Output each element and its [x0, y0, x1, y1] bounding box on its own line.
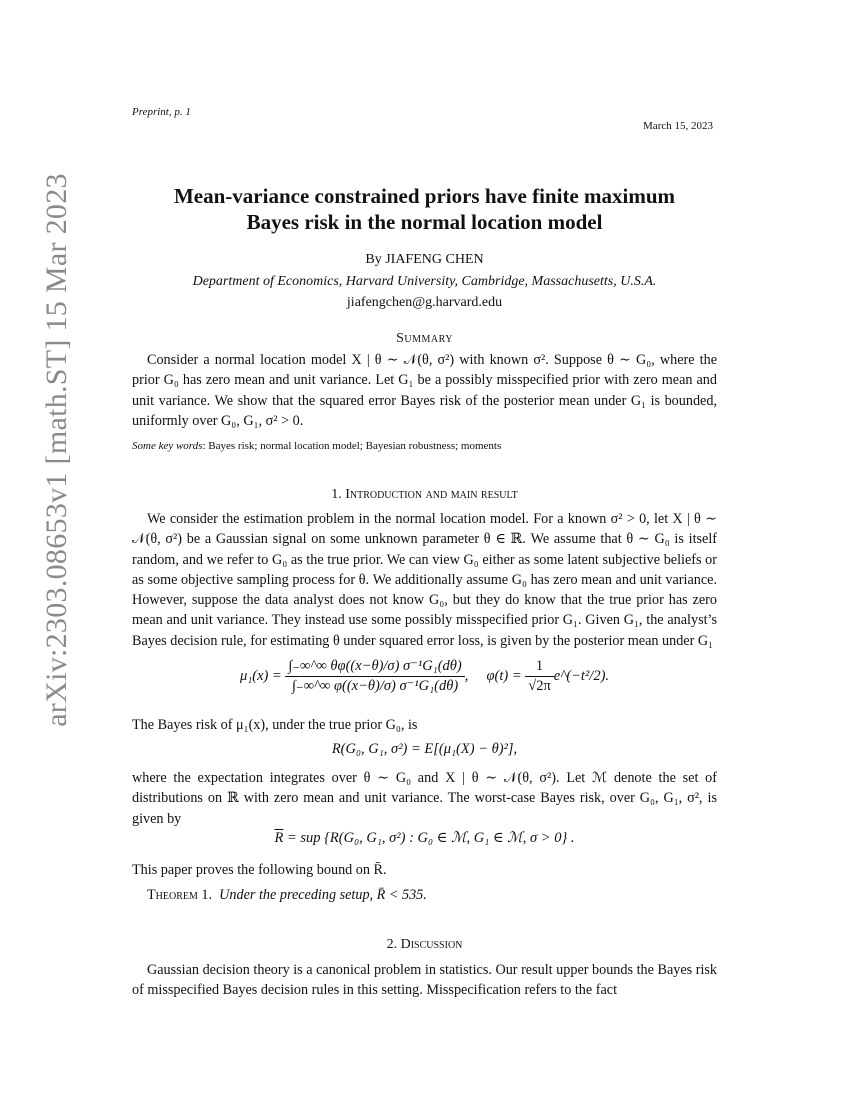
- eq1-lhs: μ₁(x) =: [239, 667, 282, 684]
- paper-title: [132, 183, 717, 235]
- phi-numerator: 1: [525, 658, 554, 677]
- title-line-2: Bayes risk in the normal location model: [246, 210, 603, 234]
- keywords: [132, 440, 717, 452]
- equation-posterior-mean: [132, 658, 717, 695]
- theorem-1: [147, 887, 427, 904]
- author: By JIAFENG CHEN: [365, 252, 484, 267]
- section-2-paragraph-1: Gaussian decision theory is a canonical problem in statistics. Our result upper bounds the Bayes risk of misspecified Bayes decision rules in this setting. Misspecification refers to the fact: [132, 962, 717, 999]
- phi-tail: e^(−t²/2).: [553, 667, 610, 684]
- section-1-paragraph-2: The Bayes risk of μ₁(x), under the true prior G₀, is: [132, 717, 418, 733]
- keywords-label: Some key words: [132, 440, 203, 452]
- keywords-text: : Bayes risk; normal location model; Bayesian robustness; moments: [202, 440, 502, 452]
- summary-heading: Summary: [396, 331, 453, 346]
- eq1-sep: ,: [464, 667, 469, 684]
- r-bar: $\overline{R}$: [274, 830, 284, 846]
- theorem-label: Theorem 1.: [147, 887, 213, 903]
- phi-fraction: [525, 658, 554, 695]
- equation-bayes-risk: R(G₀, G₁, σ²) = E[(μ₁(X) − θ)²],: [331, 741, 518, 757]
- eq3-rest: = sup {R(G₀, G₁, σ²) : G₀ ∈ ℳ, G₁ ∈ ℳ, σ > 0} .: [283, 830, 575, 846]
- section-1-heading: 1. Introduction and main result: [331, 487, 518, 502]
- title-line-1: Mean-variance constrained priors have finite maximum: [173, 184, 676, 208]
- summary-text: Consider a normal location model X | θ ∼ 𝒩(θ, σ²) with known σ². Suppose θ ∼ G₀, where the prior G₀ has zero mean and unit variance. Let G₁ be a possibly misspecified prior with zero mean and unit variance. We show that the squared error Bayes risk of the posterior mean under G₁ is bounded, uniformly over G₀, G₁, σ² > 0.: [132, 352, 717, 429]
- eq1-numerator: ∫₋∞^∞ θφ((x−θ)/σ) σ⁻¹G₁(dθ): [285, 658, 464, 677]
- affiliation: Department of Economics, Harvard University, Cambridge, Massachusetts, U.S.A.: [192, 274, 657, 289]
- theorem-text: Under the preceding setup, R̄ < 535.: [219, 887, 427, 903]
- eq1-denominator: ∫₋∞^∞ φ((x−θ)/σ) σ⁻¹G₁(dθ): [291, 678, 459, 694]
- date-label: March 15, 2023: [643, 120, 713, 132]
- eq1-fraction: [285, 658, 464, 695]
- phi-denominator: √2π: [528, 678, 551, 694]
- section-1-paragraph-3: where the expectation integrates over θ ∼ G₀ and X | θ ∼ 𝒩(θ, σ²). Let ℳ denote the set of distributions on ℝ with zero mean and unit variance. The worst-case Bayes risk, over G₀, G₁, σ², is given by: [132, 770, 717, 827]
- arxiv-stamp: arXiv:2303.08653v1 [math.ST] 15 Mar 2023: [40, 173, 73, 727]
- equation-worst-case-risk: [132, 830, 717, 847]
- section-1-paragraph-4: This paper proves the following bound on R̄.: [132, 862, 387, 878]
- email: jiafengchen@g.harvard.edu: [346, 295, 503, 310]
- phi-lhs: φ(t) =: [486, 667, 522, 684]
- section-1-paragraph-1: We consider the estimation problem in the normal location model. For a known σ² > 0, let X | θ ∼ 𝒩(θ, σ²) be a Gaussian signal on some unknown parameter θ ∈ ℝ. We assume that θ ∼ G₀ is itself random, and we refer to G₀ as the true prior. We can view G₀ either as some latent subjective beliefs or as some objective sampling process for θ. We additionally assume G₀ has zero mean and unit variance. However, suppose the data analyst does not know G₀, but they do know that the true prior has zero mean and unit variance. They instead use some possibly misspecified prior G₁. Given G₁, the analyst’s Bayes decision rule, for estimating θ under squared error loss, is given by the posterior mean under G₁: [132, 511, 717, 649]
- section-2-heading: 2. Discussion: [386, 937, 463, 952]
- preprint-label: Preprint, p. 1: [132, 106, 191, 118]
